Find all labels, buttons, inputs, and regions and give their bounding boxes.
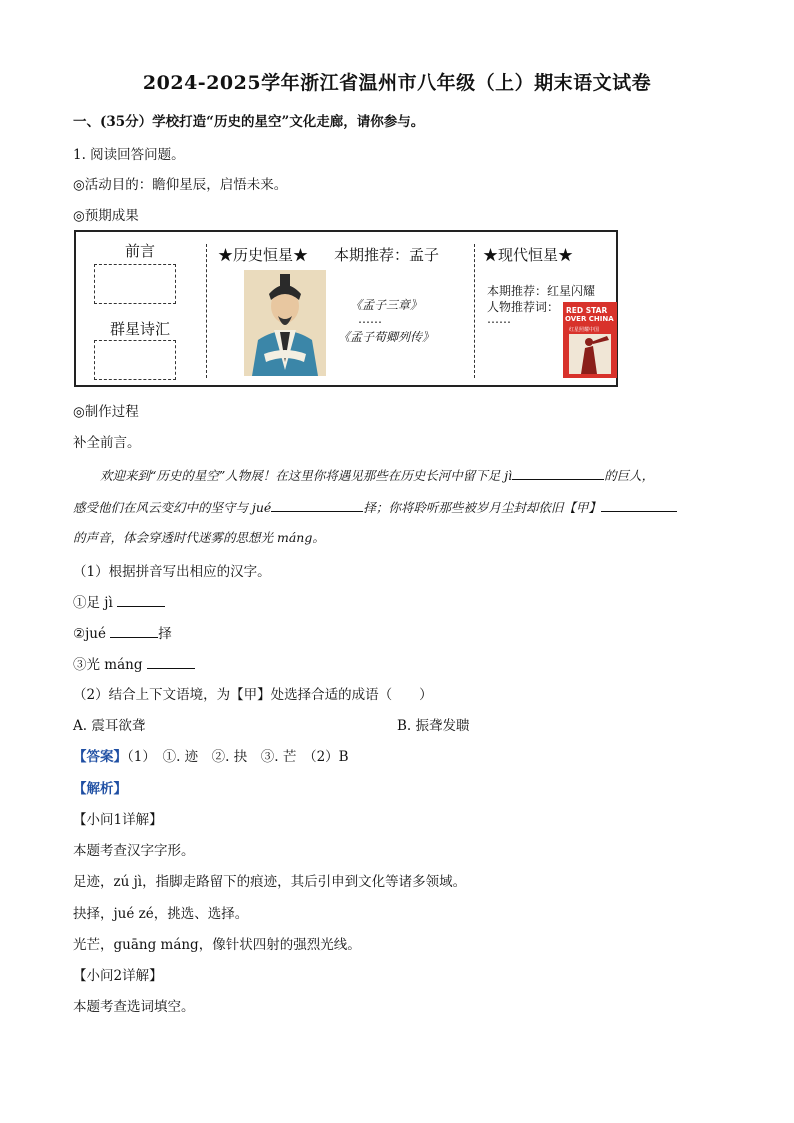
passage-part2a: 感受他们在风云变幻中的坚守与 jué [73, 500, 272, 515]
poems-label: 群星诗汇 [109, 320, 170, 338]
modern-recommend: 本期推荐：红星闪耀 [487, 284, 596, 298]
preface-label: 前言 [124, 242, 155, 260]
passage-part1b: 的巨人， [604, 468, 655, 483]
sub1-item-1 [73, 591, 165, 611]
book-title-2: OVER CHINA [565, 315, 614, 323]
sub1-item-3 [73, 653, 195, 673]
passage-line-2 [73, 497, 677, 516]
detail2-line-1: 本题考查选词填空。 [73, 999, 195, 1015]
history-recommend: 本期推荐：孟子 [334, 246, 440, 264]
mencius-portrait [244, 270, 326, 376]
option-a[interactable]: A. 震耳欲聋 [73, 718, 146, 734]
right-column [481, 232, 619, 385]
history-item-3: 《孟子荀卿列传》 [338, 330, 435, 344]
sub-question-2: （2）结合上下文语境，为【甲】处选择合适的成语（ ） [73, 687, 433, 703]
blank-3[interactable] [147, 654, 195, 669]
complete-preface: 补全前言。 [73, 435, 141, 451]
left-column [76, 232, 204, 385]
sub1-item-2-tail: 择 [158, 626, 172, 642]
divider-right [474, 244, 475, 378]
book-cover [563, 302, 617, 378]
preface-placeholder [94, 264, 176, 304]
detail1-line-3: 抉择，jué zé，挑选、选择。 [73, 906, 249, 922]
passage-part2b: 择；你将聆听那些被岁月尘封却依旧【甲】 [363, 500, 601, 515]
detail1-line-4: 光芒，guāng máng，像针状四射的强烈光线。 [73, 937, 361, 953]
sub1-item-2 [73, 622, 172, 642]
page-title: 2024-2025学年浙江省温州市八年级（上）期末语文试卷 [142, 72, 652, 94]
activity-goal: ◎活动目的：瞻仰星辰，启悟未来。 [73, 177, 288, 193]
modern-ellipsis: …… [487, 312, 511, 326]
sub1-item-1-text: ①足 jì [73, 595, 113, 611]
blank-jue[interactable] [271, 497, 363, 512]
history-item-2: …… [358, 312, 382, 326]
answer-label: 【答案】 [73, 749, 127, 765]
blank-1[interactable] [117, 592, 165, 607]
detail1-line-1: 本题考查汉字字形。 [73, 843, 195, 859]
blank-jia[interactable] [601, 497, 677, 512]
sub-question-1: （1）根据拼音写出相应的汉字。 [73, 564, 271, 580]
expected-result: ◎预期成果 [73, 208, 139, 224]
answer-text: （1） ①. 迹 ②. 抉 ③. 芒 （2）B [127, 749, 349, 765]
book-title-1: RED STAR [566, 306, 608, 315]
blank-2[interactable] [110, 623, 158, 638]
history-heading: ★历史恒星★ [218, 246, 309, 264]
middle-column [216, 232, 474, 385]
option-b[interactable]: B. 振聋发聩 [397, 718, 470, 734]
detail1-heading: 【小问1详解】 [73, 812, 163, 828]
history-item-1: 《孟子三章》 [350, 298, 423, 312]
showcase-box [74, 230, 618, 387]
mencius-portrait-icon [244, 270, 326, 376]
sub1-item-2-text: ②jué [73, 626, 106, 642]
passage-line-1 [100, 465, 654, 484]
divider-left [206, 244, 207, 378]
passage-line-3: 的声音，体会穿透时代迷雾的思想光 máng。 [73, 530, 325, 545]
process-heading: ◎制作过程 [73, 404, 139, 420]
blank-ji[interactable] [512, 465, 604, 480]
poems-placeholder [94, 340, 176, 380]
detail2-heading: 【小问2详解】 [73, 968, 163, 984]
section-heading: 一、(35分）学校打造“历史的星空”文化走廊，请你参与。 [73, 114, 425, 130]
sub1-item-3-text: ③光 máng [73, 657, 143, 673]
modern-heading: ★现代恒星★ [483, 246, 574, 264]
analysis-label: 【解析】 [73, 781, 127, 797]
trumpeter-icon [563, 302, 617, 378]
passage-part1a: 欢迎来到“历史的星空”人物展！在这里你将遇见那些在历史长河中留下足 jì [100, 468, 513, 483]
modern-intro: 人物推荐词： [487, 300, 560, 314]
question-intro: 1. 阅读回答问题。 [73, 147, 185, 163]
answer-line [73, 745, 349, 765]
book-subtitle: 红星照耀中国 [569, 327, 600, 333]
detail1-line-2: 足迹，zú jì，指脚走路留下的痕迹，其后引申到文化等诸多领域。 [73, 874, 467, 890]
